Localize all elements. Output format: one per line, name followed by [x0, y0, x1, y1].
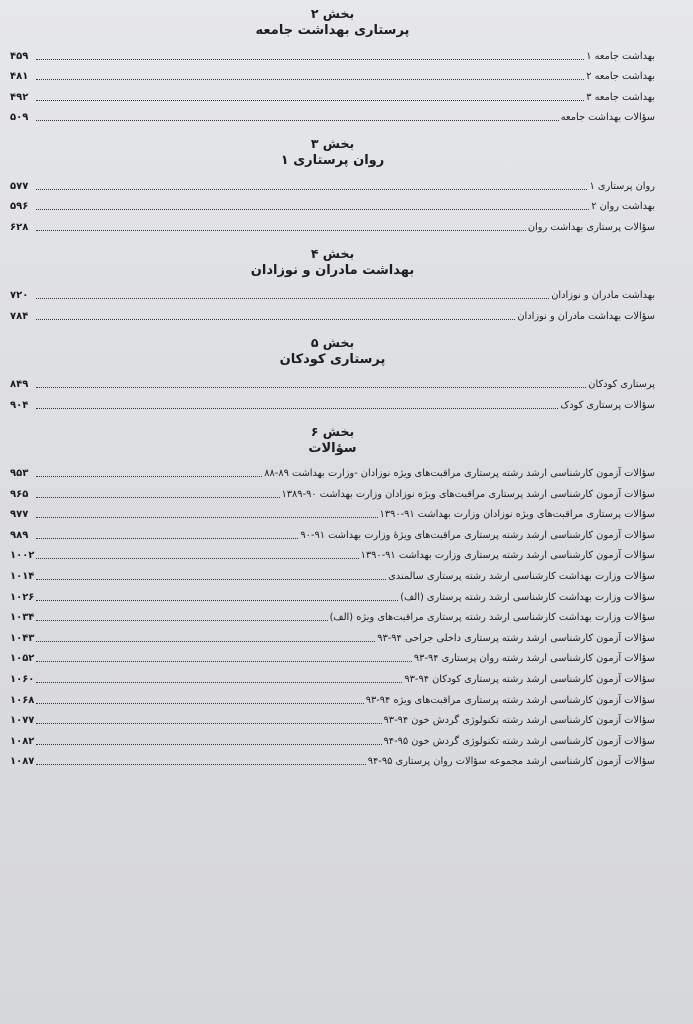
entry-page: ۱۰۱۴ [10, 571, 35, 583]
dot-leader [36, 744, 381, 745]
section-title: بهداشت مادران و نوزادان [250, 262, 415, 278]
toc-entry[interactable] [10, 213, 655, 234]
entry-page: ۹۷۷ [10, 509, 29, 521]
entry-page: ۱۰۳۴ [10, 612, 35, 624]
entry-page: ۷۸۴ [10, 310, 29, 322]
section-title: روان پرستاری ۱ [280, 153, 385, 168]
dot-leader [36, 538, 298, 539]
entry-title: سؤالات وزارت بهداشت کارشناسی ارشد رشته پرستاری سالمندی [388, 571, 655, 583]
toc-entry[interactable] [10, 562, 655, 583]
entry-title: بهداشت جامعه ۱ [586, 50, 655, 62]
toc-entry[interactable] [10, 193, 655, 214]
dot-leader [36, 319, 515, 320]
entry-title: سؤالات آزمون کارشناسی ارشد رشته پرستاری مراقبت‌های ویژه ۹۴-۹۳ [365, 694, 655, 706]
toc-entry[interactable] [10, 624, 655, 645]
toc-entry[interactable] [10, 83, 655, 104]
entry-page: ۴۵۹ [10, 50, 29, 62]
section-number: بخش ۲ [310, 6, 355, 21]
section-4 [10, 246, 655, 323]
entry-title: سؤالات بهداشت مادران و نوزادان [517, 310, 655, 322]
entry-title: سؤالات آزمون کارشناسی ارشد رشته پرستاری کودکان ۹۴-۹۳ [404, 674, 655, 686]
entry-page: ۹۶۵ [10, 488, 29, 500]
entry-title: سؤالات آزمون کارشناسی ارشد رشته پرستاری مراقبت‌های ویژهٔ وزارت بهداشت ۹۱-۹۰ [300, 529, 655, 541]
entry-page: ۹۵۳ [10, 468, 29, 480]
entry-page: ۱۰۴۳ [10, 632, 35, 644]
dot-leader [36, 764, 365, 765]
toc-entry[interactable] [10, 391, 655, 412]
entry-page: ۱۰۷۷ [10, 715, 35, 727]
section-number: بخش ۳ [310, 136, 355, 151]
entry-title: سؤالات آزمون کارشناسی ارشد مجموعه سؤالات روان پرستاری ۹۵-۹۴ [367, 756, 655, 768]
dot-leader [36, 620, 327, 621]
entry-page: ۴۹۲ [10, 91, 29, 103]
dot-leader [36, 230, 526, 231]
entry-title: بهداشت جامعه ۳ [586, 91, 655, 103]
entry-title: سؤالات پرستاری مراقبت‌های ویژه نوزادان وزارت بهداشت ۹۱-۱۳۹۰ [379, 509, 655, 521]
entry-title: سؤالات آزمون کارشناسی ارشد پرستاری مراقبت‌های ویژه نوزادان وزارت بهداشت ۹۰-۱۳۸۹ [281, 488, 655, 500]
toc-entry[interactable] [10, 460, 655, 481]
entry-page: ۴۸۱ [10, 71, 29, 82]
entry-title: سؤالات آزمون کارشناسی ارشد رشته تکنولوژی گردش خون ۹۵-۹۴ [383, 735, 655, 747]
toc-entry[interactable] [10, 686, 655, 707]
dot-leader [36, 641, 375, 642]
entry-page: ۱۰۸۲ [10, 735, 35, 747]
dot-leader [36, 189, 587, 190]
toc-entry[interactable] [10, 583, 655, 604]
entry-title: سؤالات آزمون کارشناسی ارشد رشته تکنولوژی گردش خون ۹۴-۹۳ [383, 715, 655, 727]
entry-title: بهداشت روان ۲ [591, 201, 655, 212]
entry-page: ۵۷۷ [10, 180, 29, 192]
toc-entry[interactable] [10, 63, 655, 84]
section-2 [10, 6, 655, 124]
toc-entry[interactable] [10, 521, 655, 542]
dot-leader [36, 517, 378, 518]
section-3 [10, 136, 655, 234]
section-6 [10, 424, 655, 769]
toc-entry[interactable] [10, 501, 655, 522]
dot-leader [36, 661, 411, 662]
entry-title: بهداشت مادران و نوزادان [551, 290, 655, 301]
dot-leader [36, 682, 402, 683]
toc-entry[interactable] [10, 707, 655, 728]
entry-title: سؤالات پرستاری کودک [560, 399, 655, 411]
dot-leader [36, 298, 549, 299]
entry-page: ۵۰۹ [10, 112, 29, 123]
section-number: بخش ۴ [310, 245, 355, 261]
entry-title: بهداشت جامعه ۲ [586, 71, 655, 82]
section-title: سؤالات [308, 440, 357, 456]
section-5 [10, 335, 655, 412]
entry-title: سؤالات وزارت بهداشت کارشناسی ارشد رشته پرستاری مراقبت‌های ویژه (الف) [329, 612, 655, 624]
entry-page: ۵۹۶ [10, 201, 29, 212]
dot-leader [36, 120, 559, 121]
entry-page: ۱۰۲۶ [10, 591, 35, 603]
entry-page: ۱۰۸۷ [10, 756, 35, 768]
toc-entry[interactable] [10, 748, 655, 769]
dot-leader [36, 558, 358, 559]
entry-page: ۹۸۹ [10, 529, 29, 541]
entry-page: ۱۰۶۰ [10, 674, 35, 686]
dot-leader [36, 408, 558, 409]
dot-leader [36, 703, 363, 704]
entry-title: پرستاری کودکان [588, 379, 655, 390]
entry-title: سؤالات آزمون کارشناسی ارشد رشته روان پرستاری ۹۴-۹۳ [413, 653, 655, 665]
toc-entry[interactable] [10, 542, 655, 563]
entry-page: ۹۰۴ [10, 399, 29, 411]
toc-entry[interactable] [10, 172, 655, 193]
entry-page: ۶۲۸ [10, 221, 29, 233]
entry-title: سؤالات پرستاری بهداشت روان [527, 221, 655, 233]
dot-leader [36, 600, 398, 601]
section-title: پرستاری بهداشت جامعه [255, 23, 410, 38]
dot-leader [36, 579, 386, 580]
dot-leader [36, 100, 584, 101]
entry-title: سؤالات وزارت بهداشت کارشناسی ارشد رشته پرستاری (الف) [400, 591, 655, 603]
toc-entry[interactable] [10, 665, 655, 686]
toc-entry[interactable] [10, 645, 655, 666]
toc-entry[interactable] [10, 302, 655, 323]
toc-entry[interactable] [10, 104, 655, 125]
dot-leader [36, 209, 589, 210]
section-number: بخش ۵ [310, 334, 355, 350]
toc-entry[interactable] [10, 371, 655, 392]
dot-leader [36, 59, 584, 60]
toc-entry[interactable] [10, 604, 655, 625]
entry-page: ۸۴۹ [10, 379, 29, 390]
entry-page: ۷۲۰ [10, 290, 29, 301]
entry-title: سؤالات بهداشت جامعه [560, 112, 655, 123]
dot-leader [36, 79, 584, 80]
entry-page: ۱۰۵۲ [10, 653, 35, 665]
entry-title: سؤالات آزمون کارشناسی ارشد رشته پرستاری داخلی جراحی ۹۴-۹۳ [377, 632, 655, 644]
entry-page: ۱۰۶۸ [10, 694, 35, 706]
dot-leader [36, 497, 280, 498]
entry-title: روان پرستاری ۱ [589, 180, 655, 192]
toc-entry[interactable] [10, 282, 655, 303]
section-title: پرستاری کودکان [279, 351, 386, 367]
entry-title: سؤالات آزمون کارشناسی ارشد رشته پرستاری وزارت بهداشت ۹۱-۱۳۹۰ [360, 550, 655, 562]
dot-leader [36, 476, 262, 477]
entry-page: ۱۰۰۲ [10, 550, 35, 562]
entry-title: سؤالات آزمون کارشناسی ارشد رشته پرستاری مراقبت‌های ویژه نوزادان -وزارت بهداشت ۸۹-۸۸ [264, 468, 655, 480]
section-number: بخش ۶ [310, 423, 355, 439]
dot-leader [36, 387, 586, 388]
dot-leader [36, 723, 381, 724]
toc-entry[interactable] [10, 480, 655, 501]
toc-entry[interactable] [10, 42, 655, 63]
toc-entry[interactable] [10, 727, 655, 748]
